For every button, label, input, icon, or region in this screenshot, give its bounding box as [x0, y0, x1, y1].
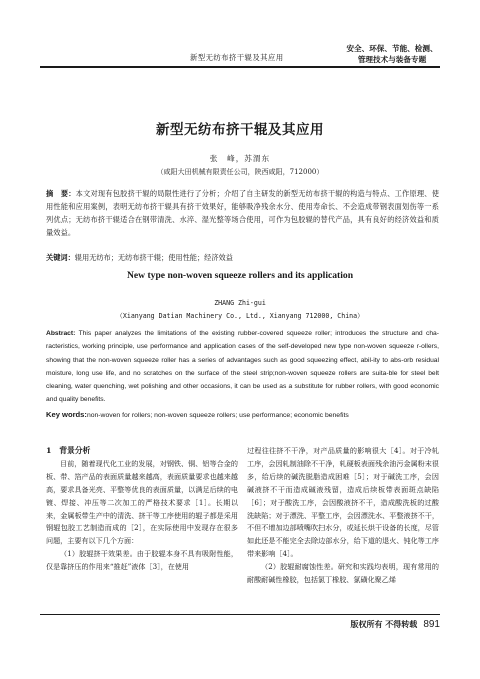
page-footer: [305, 619, 440, 630]
keywords-en-label: Key words:: [46, 410, 87, 419]
keywords-cn-label: 关键词：: [46, 253, 75, 262]
footer-divider: [40, 614, 440, 615]
article-affiliation-en: （Xianyang Datian Machinery Co., Ltd., Xianyang 712000, China）: [116, 312, 364, 320]
body-paragraph: （1）胶辊挤干效果差。由于胶辊本身不具有吸附性能，仅是靠挤压的作用来“推赶”液体［3］，在使用: [46, 549, 238, 572]
article-affiliation: （咸阳大田机械有限责任公司，陕西咸阳，712000）: [156, 168, 324, 176]
journal-section-line2: 管理技术与装备专题: [357, 55, 427, 64]
article-title: 新型无纺布挤干辊及其应用: [156, 122, 324, 138]
body-column-left: [46, 445, 238, 574]
keywords-en-text: non-woven for rollers; non-woven squeeze rollers; use performance; economic benefits: [86, 412, 349, 419]
abstract-cn-text: 本文对现有包胶挤干辊的局限性进行了分析；介绍了自主研发的新型无纺布挤干辊的构造与特点、工作原理、使用性能和应用案例，表明无纺布挤干辊具有挤干效果好，能够吸净残余水分、使用寿命长、不会造成带钢表面划伤等一系列优点；无纺布挤干辊适合在钢带清洗、水淬、湿光整等场合使用，可作为包胶辊的替代产品，具有良好的经济效益和质量效益。: [46, 189, 439, 237]
page-number: 891: [423, 619, 440, 630]
body-paragraph: 过程往往挤不干净，对产品质量的影响很大［4］。对于冷轧工序，会因轧制油除不干净，轧硬板表面残余油污金属粉末很多，给后续的碱洗脱脂造成困难［5］；对于碱洗工序，会因碱液挤不干而造成碱液残留，造成后续板带表面斑点缺陷［6］；对于酸洗工序，会因酸液挤不干，造成酸洗板的过酸洗缺陷；对于漂洗、平整工序，会因漂洗水、平整液挤不干，不但不增加边部喷嘴吹扫水分，或延长烘干设备的长度，尽管如此还是不能完全去除边部水分，给下道的退火、钝化等工序带来影响［4］。: [247, 446, 439, 559]
abstract-cn: [46, 187, 439, 239]
running-title: 新型无纺布挤干辊及其应用: [190, 53, 284, 62]
keywords-en: [46, 409, 439, 422]
journal-section: [342, 43, 442, 65]
journal-section-line1: 安全、环保、节能、检测、: [346, 44, 438, 53]
body-paragraph: （2）胶辊耐腐蚀性差。研究和实践均表明，现有常用的耐酸耐碱性橡胶，包括氯丁橡胶、氯磺化聚乙烯: [247, 562, 439, 585]
keywords-cn: [46, 252, 439, 264]
copyright-label: 版权所有 不得转载: [350, 619, 418, 629]
body-column-right: [247, 445, 439, 587]
abstract-en: [46, 327, 439, 407]
article-title-en: New type non-woven squeeze rollers and its application: [126, 270, 354, 281]
article-author-en: ZHANG Zhi-gui: [214, 299, 266, 307]
running-header: [40, 42, 440, 68]
abstract-en-label: Abstract:: [46, 330, 76, 337]
article-authors: 张 峰，苏渭东: [209, 154, 271, 163]
keywords-cn-text: 辊用无纺布；无纺布挤干辊；使用性能；经济效益: [74, 253, 233, 262]
abstract-en-text: This paper analyzes the limitations of the existing rubber-covered squeeze roller; introduces the structure and cha-racteristics, working principle, use performance and application cases of the self-developed new type non-woven squeeze r-ollers, showing that the non-woven squeeze roller has a series of advantages such as good squeezing effect, abil-ity to abs-orb residual moisture, long use life, and no scratches on the surface of the steel strip;non-woven squeeze rollers are suita-ble for steel belt cleaning, water quenching, wet polishing and other occasions, it can be used as a substitute for rubber rollers, with good economic and quality benefits.: [46, 330, 439, 404]
header-divider: [40, 66, 440, 68]
abstract-cn-label: 摘 要：: [46, 189, 76, 198]
section-heading: 1 背景分析: [46, 446, 91, 455]
body-paragraph: 目前，随着现代化工业的发展，对钢铁、铜、铝等合金的板、带、箔产品的表面质量越来越高，表面质量要求也越来越高，要求具备光亮、平整等优良的表面质量，以满足后续的电镀、焊接、冲压等二次加工的严格技术要求［1］。长期以来，金属板带生产中的清洗、挤干等工序使用的辊子都是采用钢辊包胶工艺制造而成的［2］，在实际使用中发现存在很多问题，主要有以下几个方面：: [46, 458, 238, 546]
